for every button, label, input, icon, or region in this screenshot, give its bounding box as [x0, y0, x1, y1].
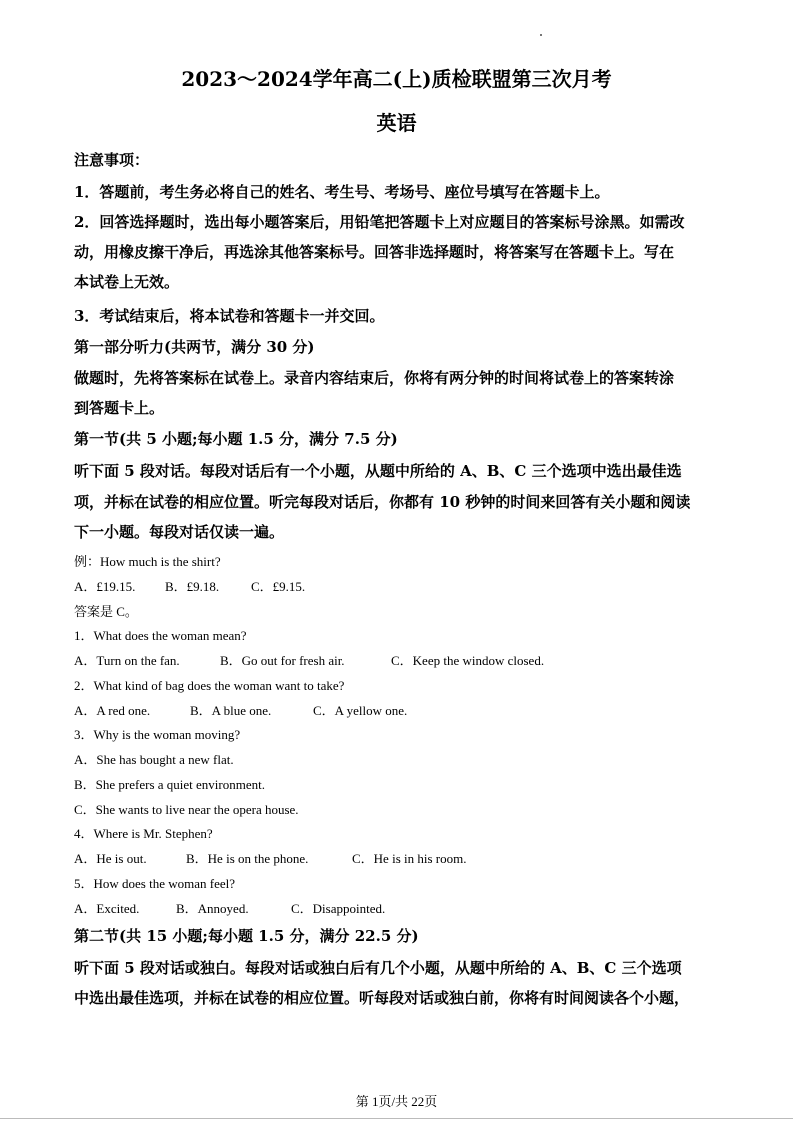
question-4-option-b: B．He is on the phone. [186, 851, 309, 866]
example-option-c: C．£9.15. [251, 579, 306, 594]
question-1-option-b: B．Go out for fresh air. [220, 653, 345, 668]
section1-intro-line-3: 下一小题。每段对话仅读一遍。 [74, 523, 285, 541]
question-1-stem: 1．What does the woman mean? [74, 628, 247, 643]
section2-intro-line-2: 中选出最佳选项，并标在试卷的相应位置。听每段对话或独白前，你将有时间阅读各个小题， [74, 989, 690, 1007]
question-5-option-b: B．Annoyed. [176, 901, 249, 916]
notice-item-1: 1．答题前，考生务必将自己的姓名、考生号、考场号、座位号填写在答题卡上。 [74, 183, 610, 201]
question-4-stem: 4．Where is Mr. Stephen? [74, 826, 213, 841]
question-5-stem: 5．How does the woman feel? [74, 876, 236, 891]
example-question: 例：How much is the shirt? [74, 554, 221, 569]
question-3-option-c: C．She wants to live near the opera house. [74, 802, 299, 817]
notice-item-2-line-1: 2．回答选择题时，选出每小题答案后，用铅笔把答题卡上对应题目的答案标号涂黑。如需改 [74, 213, 685, 231]
question-3-stem: 3．Why is the woman moving? [74, 727, 241, 742]
question-4-option-c: C．He is in his room. [352, 851, 467, 866]
question-2-stem: 2．What kind of bag does the woman want to take? [74, 678, 345, 693]
notice-heading: 注意事项： [74, 151, 150, 169]
question-3-option-a: A．She has bought a new flat. [74, 752, 234, 767]
notice-item-3: 3．考试结束后，将本试卷和答题卡一并交回。 [74, 307, 385, 325]
part1-intro-line-2: 到答题卡上。 [74, 399, 165, 417]
bottom-rule [0, 1118, 793, 1119]
question-4-option-a: A．He is out. [74, 851, 147, 866]
notice-item-2-line-2: 动，用橡皮擦干净后，再选涂其他答案标号。回答非选择题时，将答案写在答题卡上。写在 [74, 243, 675, 261]
page-number: 第 1页/共 22页 [355, 1094, 438, 1109]
question-2-option-b: B．A blue one. [190, 703, 272, 718]
section1-heading: 第一节(共 5 小题;每小题 1.5 分，满分 7.5 分) [74, 430, 398, 448]
example-option-b: B．£9.18. [165, 579, 220, 594]
example-option-a: A．£19.15. [74, 579, 136, 594]
question-2-option-c: C．A yellow one. [313, 703, 408, 718]
section2-heading: 第二节(共 15 小题;每小题 1.5 分，满分 22.5 分) [74, 927, 419, 945]
question-5-option-a: A．Excited. [74, 901, 140, 916]
question-1-option-c: C．Keep the window closed. [391, 653, 545, 668]
part1-intro-line-1: 做题时，先将答案标在试卷上。录音内容结束后，你将有两分钟的时间将试卷上的答案转涂 [74, 369, 675, 387]
question-5-option-c: C．Disappointed. [291, 901, 386, 916]
example-answer: 答案是 C。 [74, 604, 138, 619]
corner-dot [540, 34, 542, 36]
notice-item-2-line-3: 本试卷上无效。 [74, 273, 180, 291]
exam-title: 2023～2024学年高二(上)质检联盟第三次月考 [181, 67, 612, 91]
question-3-option-b: B．She prefers a quiet environment. [74, 777, 265, 792]
section1-intro-line-1: 听下面 5 段对话。每段对话后有一个小题，从题中所给的 A、B、C 三个选项中选出最佳选 [74, 462, 682, 480]
subject-title: 英语 [376, 111, 417, 135]
section2-intro-line-1: 听下面 5 段对话或独白。每段对话或独白后有几个小题，从题中所给的 A、B、C 三个选项 [74, 959, 682, 977]
question-1-option-a: A．Turn on the fan. [74, 653, 180, 668]
part1-heading: 第一部分听力(共两节，满分 30 分) [74, 338, 315, 356]
section1-intro-line-2: 项，并标在试卷的相应位置。听完每段对话后，你都有 10 秒钟的时间来回答有关小题和阅读 [74, 493, 691, 511]
question-2-option-a: A．A red one. [74, 703, 151, 718]
